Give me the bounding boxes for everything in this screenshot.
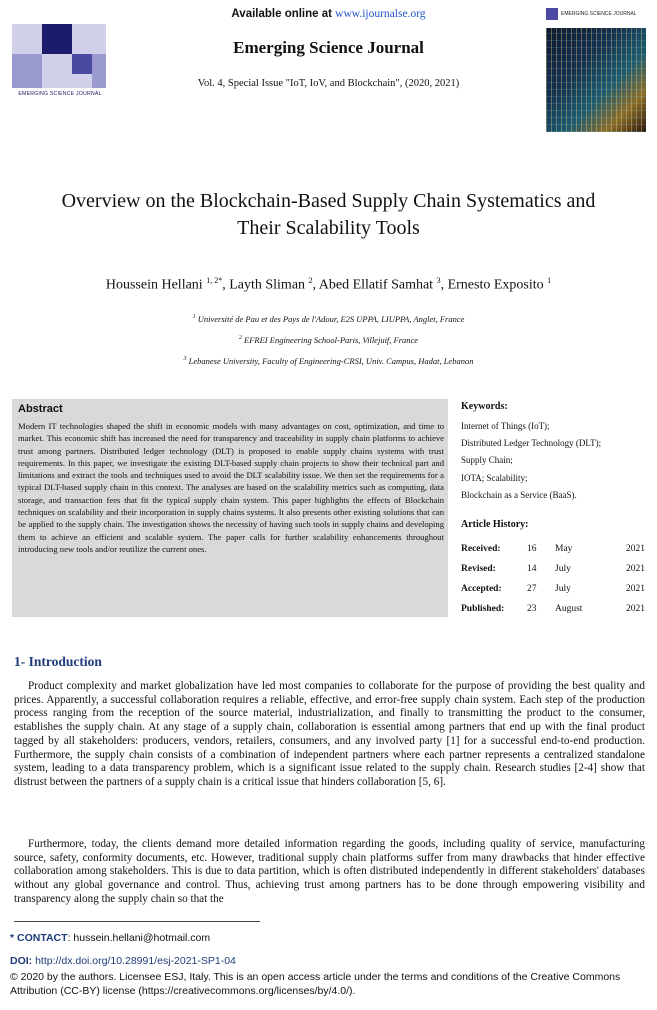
- intro-paragraph-2: Furthermore, today, the clients demand more detailed information regarding the goods, including quality of service, manufacturing source, safety, conformity documents, etc. However, traditional supply chain platforms suffer from many drawbacks that hinder effective collaboration among stakeholders. This is due to data partition, which is often distributed independently in different stakeholders' databases without any global governance and control. Thus, achieving trust among partners has to be done through empowering visibility and transparency along the supply chain so that the: [14, 838, 645, 905]
- section-heading: 1- Introduction: [14, 654, 102, 669]
- history-row: Accepted: 27 July 2021: [461, 584, 645, 594]
- keyword-item: IOTA; Scalability;: [461, 472, 528, 483]
- license-text: © 2020 by the authors. Licensee ESJ, Italy. This is an open access article under the terms and conditions of the Creative Commons Attribution (CC-BY) license (https://creativecommons.org/licenses/by/4.0/).: [10, 971, 621, 997]
- title-line-2: Their Scalability Tools: [237, 217, 420, 239]
- paper-title: [20, 188, 637, 242]
- journal-logo: [12, 24, 108, 102]
- abstract-text: Modern IT technologies shaped the shift in economic models with many advantages on cost, optimization, and time to market. This economic shift has increased the need for transparency and traceability in supply chain platforms to achieve trust among partners. Distributed ledger technology (DLT) is proposed to enable supply chains systems with trust requirements. In this paper, we investigate the existing DLT-based supply chain projects to show their technical part and limitations and extract the tools and techniques used to avoid the DLT scalability issue. We then set the requirements for a typical DLT-based supply chain in this context. The analyses are based on the scalability metrics such as computing, data storage, and transaction fees that fit the typical supply chain system. This paper highlights the effects of Blockchain techniques on scalability and their incorporation in supply chains systems. It also presents other existing solutions that can be applied to the supply chain. The investigation shows the necessity of having such tools in supply chains and developing them to achieve an efficient and scalable system. The paper calls for further scalability enhancements throughout introducing new tools and/or reutilize the current ones.: [18, 421, 444, 554]
- logo-text: EMERGING SCIENCE JOURNAL: [18, 91, 102, 97]
- available-prefix: Available online at: [231, 8, 332, 20]
- doi-label: DOI:: [10, 955, 33, 967]
- keywords-heading: Keywords:: [461, 401, 508, 412]
- keyword-item: Supply Chain;: [461, 455, 513, 466]
- history-row: Published: 23 August 2021: [461, 604, 645, 614]
- keyword-item: Internet of Things (IoT);: [461, 421, 550, 431]
- author-name: Houssein Hellani: [105, 277, 203, 293]
- journal-name: Emerging Science Journal: [233, 38, 424, 57]
- history-row: Received: 16 May 2021: [461, 544, 645, 554]
- author-sup: 1, 2*: [206, 276, 223, 285]
- cover-header: [546, 8, 646, 26]
- journal-cover: [546, 8, 646, 132]
- affiliation-1: $^1$ Université de Pau et des Pays de l'Adour, E2S UPPA, LIUPPA, Anglet, France: [192, 314, 465, 324]
- journal-url-link[interactable]: www.ijournalse.org: [335, 8, 426, 20]
- contact-line: [10, 932, 210, 944]
- author-name: Abed Ellatif Samhat: [318, 277, 434, 293]
- cover-logo-icon: [546, 8, 558, 20]
- keyword-item: Distributed Ledger Technology (DLT);: [461, 438, 602, 449]
- cover-text: EMERGING SCIENCE JOURNAL: [561, 11, 637, 17]
- keywords-list: [461, 418, 651, 504]
- history-row: Revised: 14 July 2021: [461, 564, 645, 574]
- affiliation-3: $^3$ Lebanese University, Faculty of Engineering-CRSI, Univ. Campus, Hadat, Lebanon: [183, 356, 474, 366]
- author-sup: 3: [436, 276, 441, 285]
- title-line-1: Overview on the Blockchain-Based Supply Chain Systematics and: [61, 190, 596, 212]
- author-name: Layth Sliman: [229, 277, 306, 293]
- doi-line: [10, 955, 236, 967]
- author-sup: 1: [547, 276, 552, 285]
- article-history-table: [461, 539, 645, 619]
- cover-image: [546, 28, 646, 132]
- author-list: Houssein Hellani $^{1, 2*}$, Layth Sliman $^2$, Abed Ellatif Samhat $^3$, Ernesto Exposito $^1$: [105, 276, 552, 293]
- affiliation-2: $^2$ EFREI Engineering School-Paris, Villejuif, France: [238, 335, 419, 345]
- intro-paragraph-1: Product complexity and market globalization have led most companies to collaborate for the purpose of providing the best quality and prices. Apparently, a successful collaboration requires a reliable, effective, and error-free supply chain system. Each step of the production process ranging from the reception of the source material, industrialization, and finally to transmitting the product to the consumer, establishes the supply chain. At any stage of a supply chain, collaboration is essential among partners that end up with the final product tagged by all stakeholders: producers, vendors, retailers, consumers, and any involved party [1] for a successful end-to-end production. Furthermore, the supply chain consists of a combination of independent partners where each partner represents a centralized standalone system, leading to a data transparency problem, which is a significant issue related to the supply chain. Research studies [2-4] show that distrust between the partners of a supply chain is a critical issue that hinders collaboration [5, 6].: [14, 680, 645, 788]
- footnote-divider: [14, 921, 260, 922]
- abstract-heading: Abstract: [18, 403, 63, 415]
- volume-info: Vol. 4, Special Issue "IoT, IoV, and Blockchain", (2020, 2021): [197, 78, 460, 89]
- article-history-heading: Article History:: [461, 519, 529, 530]
- author-sup: 2: [308, 276, 313, 285]
- author-name: Ernesto Exposito: [447, 277, 544, 293]
- contact-label: * CONTACT: [10, 932, 68, 944]
- keyword-item: Blockchain as a Service (BaaS).: [461, 489, 577, 500]
- doi-link[interactable]: http://dx.doi.org/10.28991/esj-2021-SP1-04: [35, 955, 236, 967]
- contact-email: : hussein.hellani@hotmail.com: [67, 932, 211, 944]
